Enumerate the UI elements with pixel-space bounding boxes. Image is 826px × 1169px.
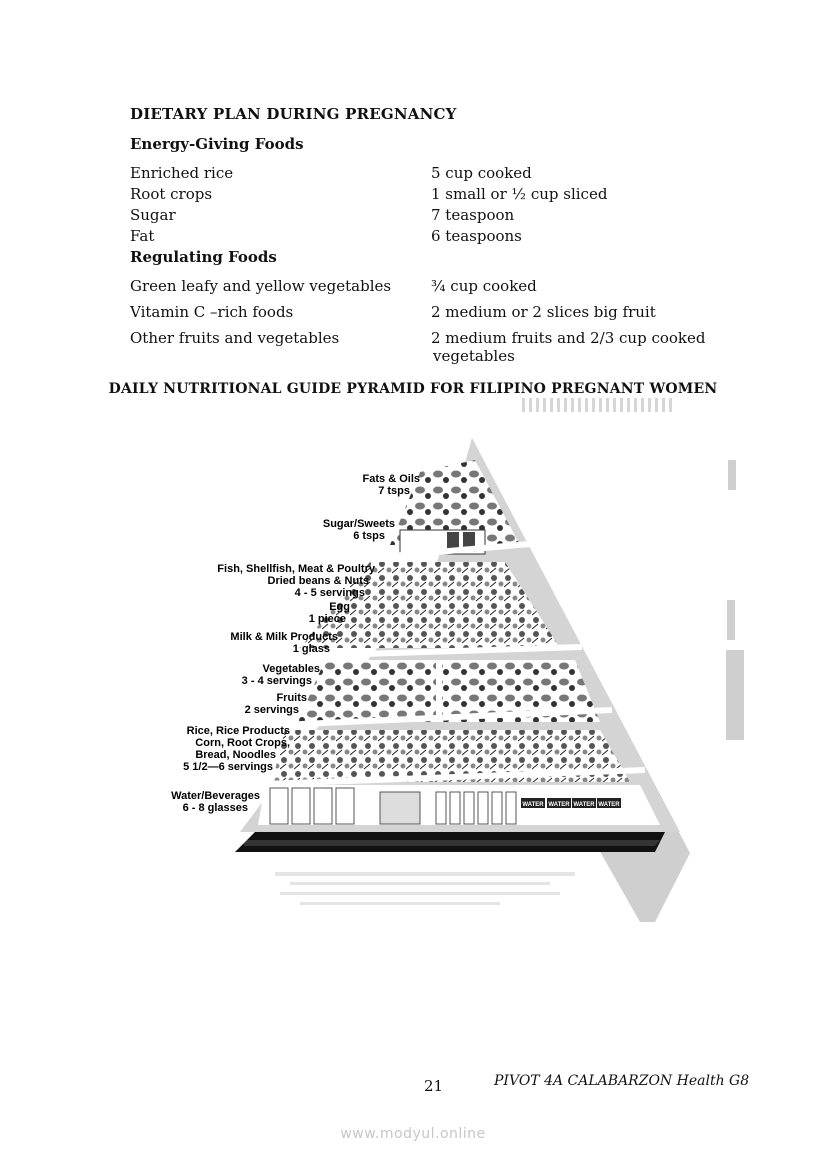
amount-root-crops: 1 small or ½ cup sliced [431, 185, 608, 203]
label-fruits [220, 692, 307, 716]
amount-vitamin-c: 2 medium or 2 slices big fruit [431, 303, 656, 321]
egg-name: Egg [329, 601, 350, 613]
water-amount: 6 - 8 glasses [182, 802, 248, 814]
label-egg [250, 601, 350, 625]
food-root-crops: Root crops [130, 185, 213, 203]
food-green-leafy: Green leafy and yellow vegetables [130, 277, 392, 295]
label-fish-meat [190, 563, 375, 599]
sugar-sweets-name: Sugar/Sweets [322, 518, 395, 530]
regulating-foods-heading: Regulating Foods [130, 248, 277, 266]
label-fats-oils [300, 473, 420, 497]
label-water [150, 790, 260, 814]
milk-amount: 1 glass [292, 643, 330, 655]
food-pyramid-illustration [0, 420, 826, 940]
label-rice [160, 725, 290, 773]
scan-residue [275, 872, 575, 905]
milk-name: Milk & Milk Products [230, 631, 338, 643]
amount-green-leafy: ¾ cup cooked [431, 277, 537, 295]
scan-noise [522, 398, 672, 412]
rice-amount: 5 1/2—6 servings [183, 761, 273, 773]
water-bottle-label-2: WATER [548, 802, 570, 808]
right-edge-noise [726, 460, 744, 740]
fats-oils-amount: 7 tsps [378, 485, 410, 497]
label-sugar-sweets [280, 518, 395, 542]
amount-fat: 6 teaspoons [431, 227, 522, 245]
vegetables-name: Vegetables [262, 663, 320, 675]
food-enriched-rice: Enriched rice [130, 164, 234, 182]
amount-other-fruits-cont: vegetables [433, 347, 515, 365]
page-number: 21 [424, 1077, 444, 1095]
watermark: www.modyul.online [340, 1126, 486, 1142]
corn-root-crops-name: Corn, Root Crops, [195, 737, 290, 749]
dried-beans-name: Dried beans & Nuts [267, 575, 369, 587]
water-bottle-label-3: WATER [573, 802, 595, 808]
water-labels [521, 798, 621, 808]
sugar-sweets-amount: 6 tsps [353, 530, 385, 542]
egg-amount: 1 piece [308, 613, 346, 625]
vegetables-amount: 3 - 4 servings [241, 675, 312, 687]
label-vegetables [220, 663, 320, 687]
rice-name: Rice, Rice Products [186, 725, 290, 737]
veg-fruit-divider [436, 660, 442, 722]
food-other-fruits: Other fruits and vegetables [130, 329, 340, 347]
document-title: DIETARY PLAN DURING PREGNANCY [130, 105, 457, 123]
label-milk [210, 631, 338, 655]
energy-giving-heading: Energy-Giving Foods [130, 135, 304, 153]
amount-enriched-rice: 5 cup cooked [431, 164, 532, 182]
amount-other-fruits: 2 medium fruits and 2/3 cup cooked [431, 329, 706, 347]
pyramid-title: DAILY NUTRITIONAL GUIDE PYRAMID FOR FILIPINO PREGNANT WOMEN [108, 381, 718, 397]
food-fat: Fat [130, 227, 155, 245]
food-sugar: Sugar [130, 206, 176, 224]
fruits-name: Fruits [276, 692, 307, 704]
food-vitamin-c: Vitamin C –rich foods [130, 303, 294, 321]
fish-meat-amount: 4 - 5 servings [294, 587, 365, 599]
water-name: Water/Beverages [171, 790, 260, 802]
fish-meat-name: Fish, Shellfish, Meat & Poultry [217, 563, 375, 575]
fruits-amount: 2 servings [244, 704, 299, 716]
publication-footer: PIVOT 4A CALABARZON Health G8 [494, 1073, 750, 1089]
bread-noodles-name: Bread, Noodles [195, 749, 276, 761]
water-bottle-label-1: WATER [522, 802, 544, 808]
fats-oils-name: Fats & Oils [362, 473, 420, 485]
water-bottles [270, 788, 516, 824]
water-bottle-label-4: WATER [598, 802, 620, 808]
amount-sugar: 7 teaspoon [431, 206, 515, 224]
